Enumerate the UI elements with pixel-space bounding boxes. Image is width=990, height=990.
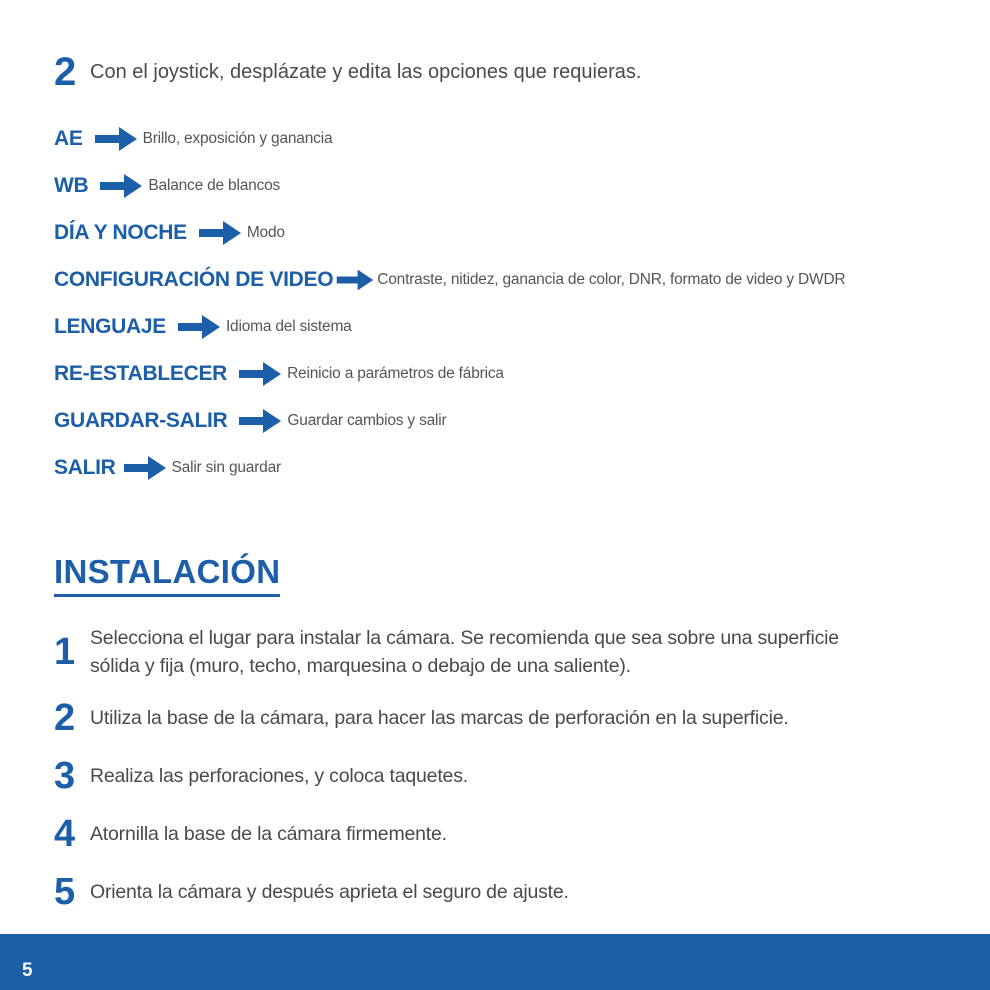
menu-options-list: [54, 115, 974, 491]
step-number: 4: [54, 813, 76, 855]
right-arrow-icon: [176, 312, 222, 342]
step-text: Atornilla la base de la cámara firmemente.: [90, 823, 447, 845]
installation-heading: INSTALACIÓN: [54, 552, 280, 597]
installation-step: [54, 814, 447, 854]
installation-step: [54, 872, 569, 912]
menu-option-desc: Modo: [246, 223, 285, 241]
right-arrow-icon: [237, 359, 283, 389]
menu-option-ae: [54, 115, 974, 162]
installation-step: [54, 756, 468, 796]
step-text: [90, 624, 839, 680]
step-number: 5: [54, 871, 76, 913]
menu-option-desc: Idioma del sistema: [225, 317, 352, 335]
menu-option-desc: Guardar cambios y salir: [287, 411, 447, 429]
right-arrow-icon: [122, 453, 168, 483]
intro-step-text: Con el joystick, desplázate y edita las opciones que requieras.: [90, 60, 642, 83]
menu-option-desc: Balance de blancos: [148, 176, 281, 194]
menu-option-re-establecer: [54, 350, 974, 397]
menu-option-lenguaje: [54, 303, 974, 350]
step-number: 3: [54, 755, 76, 797]
page-number: 5: [22, 960, 33, 981]
menu-option-key: CONFIGURACIÓN DE VIDEO: [54, 267, 334, 291]
menu-option-key: AE: [54, 126, 83, 150]
menu-option-wb: [54, 162, 974, 209]
right-arrow-icon: [335, 265, 375, 295]
menu-option-desc: Brillo, exposición y ganancia: [142, 129, 333, 147]
menu-option-key: DÍA Y NOCHE: [54, 220, 187, 244]
intro-step: [54, 52, 641, 92]
menu-option-configuracion-video: [54, 256, 974, 303]
step-text-line: Selecciona el lugar para instalar la cámara. Se recomienda que sea sobre una superficie: [90, 627, 839, 649]
menu-option-key: RE-ESTABLECER: [54, 361, 228, 385]
installation-step: [54, 624, 839, 680]
installation-step: [54, 698, 789, 738]
menu-option-desc: Salir sin guardar: [171, 458, 281, 476]
menu-option-key: SALIR: [54, 455, 116, 479]
step-number: 2: [54, 697, 76, 739]
menu-option-key: WB: [54, 173, 89, 197]
menu-option-guardar-salir: [54, 397, 974, 444]
step-text: Utiliza la base de la cámara, para hacer las marcas de perforación en la superficie.: [90, 707, 789, 729]
right-arrow-icon: [98, 171, 144, 201]
menu-option-dia-noche: [54, 209, 974, 256]
footer-bar: [0, 934, 990, 990]
step-text: Realiza las perforaciones, y coloca taquetes.: [90, 765, 468, 787]
intro-step-number: 2: [54, 50, 77, 94]
right-arrow-icon: [197, 218, 243, 248]
right-arrow-icon: [93, 124, 139, 154]
step-text: Orienta la cámara y después aprieta el seguro de ajuste.: [90, 881, 569, 903]
right-arrow-icon: [237, 406, 283, 436]
menu-option-key: GUARDAR-SALIR: [54, 408, 228, 432]
step-number: 1: [54, 631, 76, 673]
menu-option-salir: [54, 444, 974, 491]
menu-option-key: LENGUAJE: [54, 314, 166, 338]
menu-option-desc: Reinicio a parámetros de fábrica: [287, 364, 504, 382]
menu-option-desc: Contraste, nitidez, ganancia de color, DNR, formato de video y DWDR: [377, 270, 846, 288]
step-text-line: sólida y fija (muro, techo, marquesina o debajo de una saliente).: [90, 655, 631, 677]
